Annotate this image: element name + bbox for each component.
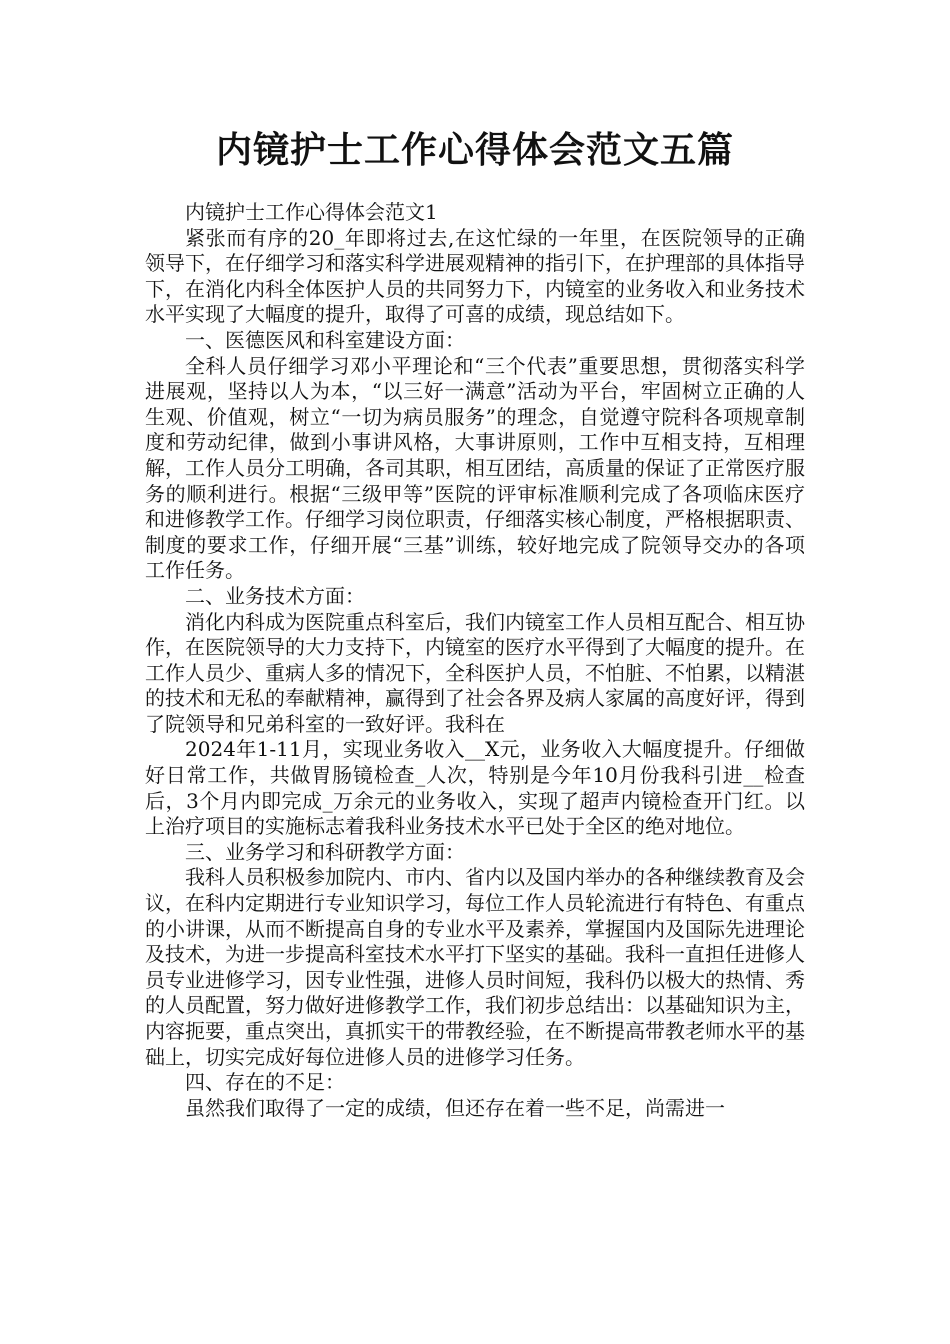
body-paragraph: 2024年1-11月，实现业务收入__X元，业务收入大幅度提升。仔细做好日常工作，共做胃肠镜检查_人次，特别是今年10月份我科引进__检查后，3个月内即完成_万余元的业务收入，实现了超声内镜检查开门红。以上治疗项目的实施标志着我科业务技术水平已处于全区的绝对地位。 (145, 737, 805, 839)
body-paragraph: 全科人员仔细学习邓小平理论和“三个代表”重要思想，贯彻落实科学进展观，坚持以人为本，“以三好一满意”活动为平台，牢固树立正确的人生观、价值观，树立“一切为病员服务”的理念，自觉遵守院科各项规章制度和劳动纪律，做到小事讲风格，大事讲原则，工作中互相支持，互相理解，工作人员分工明确，各司其职，相互团结，高质量的保证了正常医疗服务的顺利进行。根据“三级甲等”医院的评审标准顺利完成了各项临床医疗和进修教学工作。仔细学习岗位职责，仔细落实核心制度，严格根据职责、制度的要求工作，仔细开展“三基”训练，较好地完成了院领导交办的各项工作任务。 (145, 353, 805, 583)
body-paragraph: 虽然我们取得了一定的成绩，但还存在着一些不足，尚需进一 (185, 1095, 725, 1120)
subtitle-paragraph: 内镜护士工作心得体会范文1 (185, 200, 438, 224)
section-heading: 四、存在的不足： (185, 1070, 345, 1095)
document-body (145, 200, 805, 1121)
document-title: 内镜护士工作心得体会范文五篇 (215, 129, 734, 171)
section-heading: 一、医德医风和科室建设方面： (185, 327, 465, 352)
body-paragraph: 我科人员积极参加院内、市内、省内以及国内举办的各种继续教育及会议，在科内定期进行专业知识学习，每位工作人员轮流进行有特色、有重点的小讲课，从而不断提高自身的专业水平及素养，掌握国内及国际先进理论及技术，为进一步提高科室技术水平打下坚实的基础。我科一直担任进修人员专业进修学习，因专业性强，进修人员时间短，我科仍以极大的热情、秀的人员配置，努力做好进修教学工作，我们初步总结出：以基础知识为主，内容扼要，重点突出，真抓实干的带教经验，在不断提高带教老师水平的基础上，切实完成好每位进修人员的进修学习任务。 (145, 865, 805, 1069)
section-heading: 三、业务学习和科研教学方面： (185, 839, 465, 864)
body-paragraph: 消化内科成为医院重点科室后，我们内镜室工作人员相互配合、相互协作，在医院领导的大力支持下，内镜室的医疗水平得到了大幅度的提升。在工作人员少、重病人多的情况下，全科医护人员，不怕脏、不怕累，以精湛的技术和无私的奉献精神，赢得到了社会各界及病人家属的高度好评，得到了院领导和兄弟科室的一致好评。我科在 (145, 609, 805, 736)
section-heading: 二、业务技术方面： (185, 583, 365, 608)
body-paragraph: 紧张而有序的20_年即将过去,在这忙绿的一年里，在医院领导的正确领导下，在仔细学习和落实科学进展观精神的指引下，在护理部的具体指导下，在消化内科全体医护人员的共同努力下，内镜室的业务收入和业务技术水平实现了大幅度的提升，取得了可喜的成绩，现总结如下。 (145, 225, 805, 327)
